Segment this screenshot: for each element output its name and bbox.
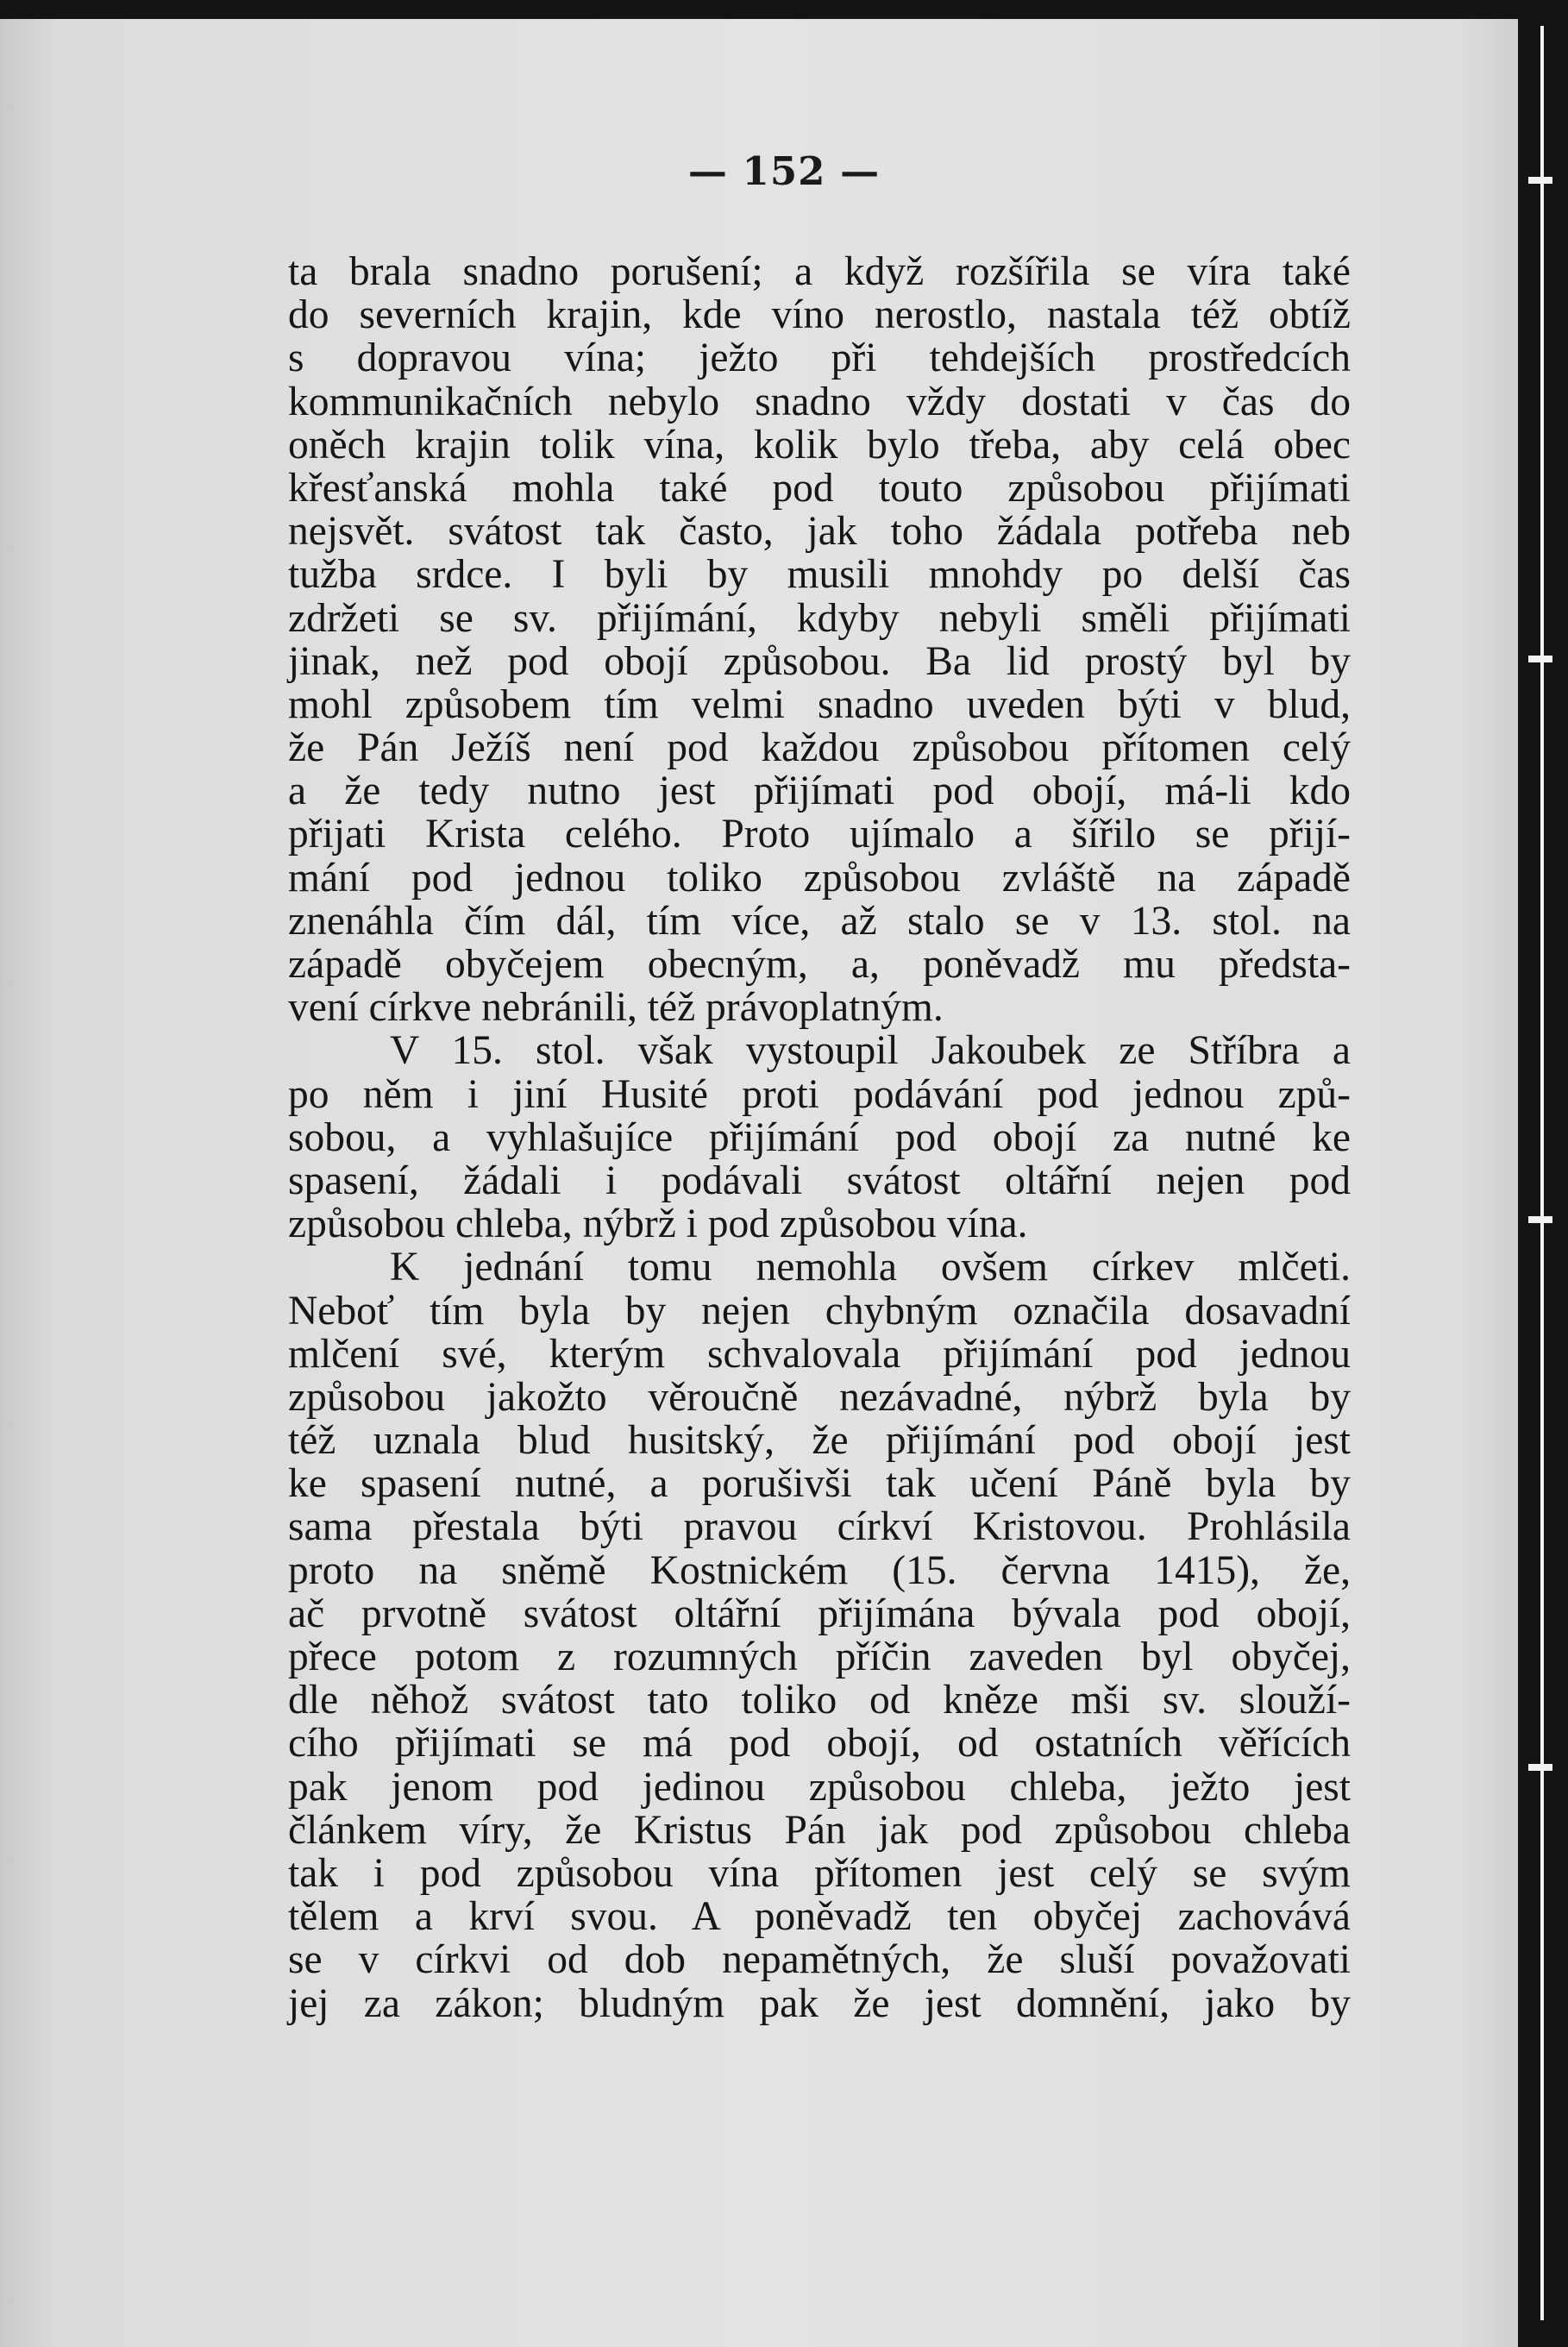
text-line: Neboť tím byla by nejen chybným označila dosavadní: [288, 1288, 1351, 1334]
text-line: pak jenom pod jedinou způsobou chleba, ježto jest: [288, 1764, 1351, 1810]
text-line: se v církvi od dob nepamětných, že sluší považovati: [288, 1937, 1351, 1983]
text-line: sobou, a vyhlašujíce přijímání pod obojí za nutné ke: [288, 1114, 1351, 1160]
text-line: ač prvotně svátost oltářní přijímána bývala pod obojí,: [288, 1591, 1351, 1636]
text-line: přece potom z rozumných příčin zaveden byl obyčej,: [288, 1635, 1351, 1679]
text-line: oněch krajin tolik vína, kolik bylo třeba, aby celá obec: [288, 422, 1351, 468]
text-line: ke spasení nutné, a porušivši tak učení Páně byla by: [288, 1461, 1351, 1507]
text-line: spasení, žádali i podávali svátost oltářní nejen pod: [288, 1158, 1351, 1203]
text-line: proto na sněmě Kostnickém (15. června 1415), že,: [288, 1547, 1351, 1593]
text-line: tak i pod způsobou vína přítomen jest celý se svým: [288, 1850, 1351, 1896]
text-line: křesťanská mohla také pod touto způsobou přijímati: [288, 465, 1351, 511]
text-line: V 15. stol. však vystoupil Jakoubek ze Stříbra a: [390, 1028, 1351, 1074]
text-line: článkem víry, že Kristus Pán jak pod způsobou chleba: [288, 1807, 1351, 1853]
text-line: mání pod jednou toliko způsobou zvláště na západě: [288, 855, 1351, 901]
text-line: dle něhož svátost tato toliko od kněze mši sv. slouží-: [288, 1678, 1351, 1723]
text-line: po něm i jiní Husité proti podávání pod jednou způ-: [288, 1071, 1351, 1117]
text-line: jinak, než pod obojí způsobou. Ba lid prostý byl by: [288, 638, 1351, 684]
binding-tick: [1528, 656, 1552, 662]
text-line: mlčení své, kterým schvalovala přijímání pod jednou: [288, 1331, 1351, 1377]
binding-tick: [1528, 1216, 1552, 1223]
text-line: a že tedy nutno jest přijímati pod obojí, má-li kdo: [288, 769, 1351, 814]
text-line: též uznala blud husitský, že přijímání pod obojí jest: [288, 1418, 1351, 1464]
text-line: způsobou jakožto věroučně nezávadné, nýbrž byla by: [288, 1374, 1351, 1420]
text-line: tužba srdce. I byli by musili mnohdy po delší čas: [288, 552, 1351, 598]
text-line: že Pán Ježíš není pod každou způsobou přítomen celý: [288, 725, 1351, 771]
text-line: jej za zákon; bludným pak že jest domnění, jako by: [288, 1980, 1351, 2026]
text-line: ta brala snadno porušení; a když rozšířila se víra také: [288, 249, 1351, 294]
text-line: tělem a krví svou. A poněvadž ten obyčej zachovává: [288, 1894, 1351, 1940]
text-line: sama přestala býti pravou církví Kristovou. Prohlásila: [288, 1504, 1351, 1550]
page-number: — 152 —: [687, 148, 881, 194]
text-line: západě obyčejem obecným, a, poněvadž mu předsta-: [288, 942, 1351, 987]
text-line: s dopravou vína; ježto při tehdejších prostředcích: [288, 336, 1351, 381]
text-line: způsobou chleba, nýbrž i pod způsobou vína.: [288, 1202, 1028, 1247]
text-line: kommunikačních nebylo snadno vždy dostati v čas do: [288, 379, 1351, 424]
binding-edge-line: [1540, 26, 1544, 2320]
text-line: znenáhla čím dál, tím více, až stalo se v 13. stol. na: [288, 898, 1351, 944]
text-line: mohl způsobem tím velmi snadno uveden býti v blud,: [288, 681, 1351, 727]
text-line: vení církve nebránili, též právoplatným.: [288, 985, 944, 1031]
text-line: nejsvět. svátost tak často, jak toho žádala potřeba neb: [288, 509, 1351, 555]
text-line: do severních krajin, kde víno nerostlo, nastala též obtíž: [288, 292, 1351, 338]
binding-tick: [1528, 1764, 1552, 1771]
text-line: K jednání tomu nemohla ovšem církev mlčeti.: [390, 1245, 1351, 1290]
text-line: cího přijímati se má pod obojí, od ostatních věřících: [288, 1721, 1351, 1767]
text-line: přijati Krista celého. Proto ujímalo a šířilo se přijí-: [288, 812, 1351, 857]
body-text: [288, 250, 1351, 2025]
text-line: zdržeti se sv. přijímání, kdyby nebyli směli přijímati: [288, 595, 1351, 641]
